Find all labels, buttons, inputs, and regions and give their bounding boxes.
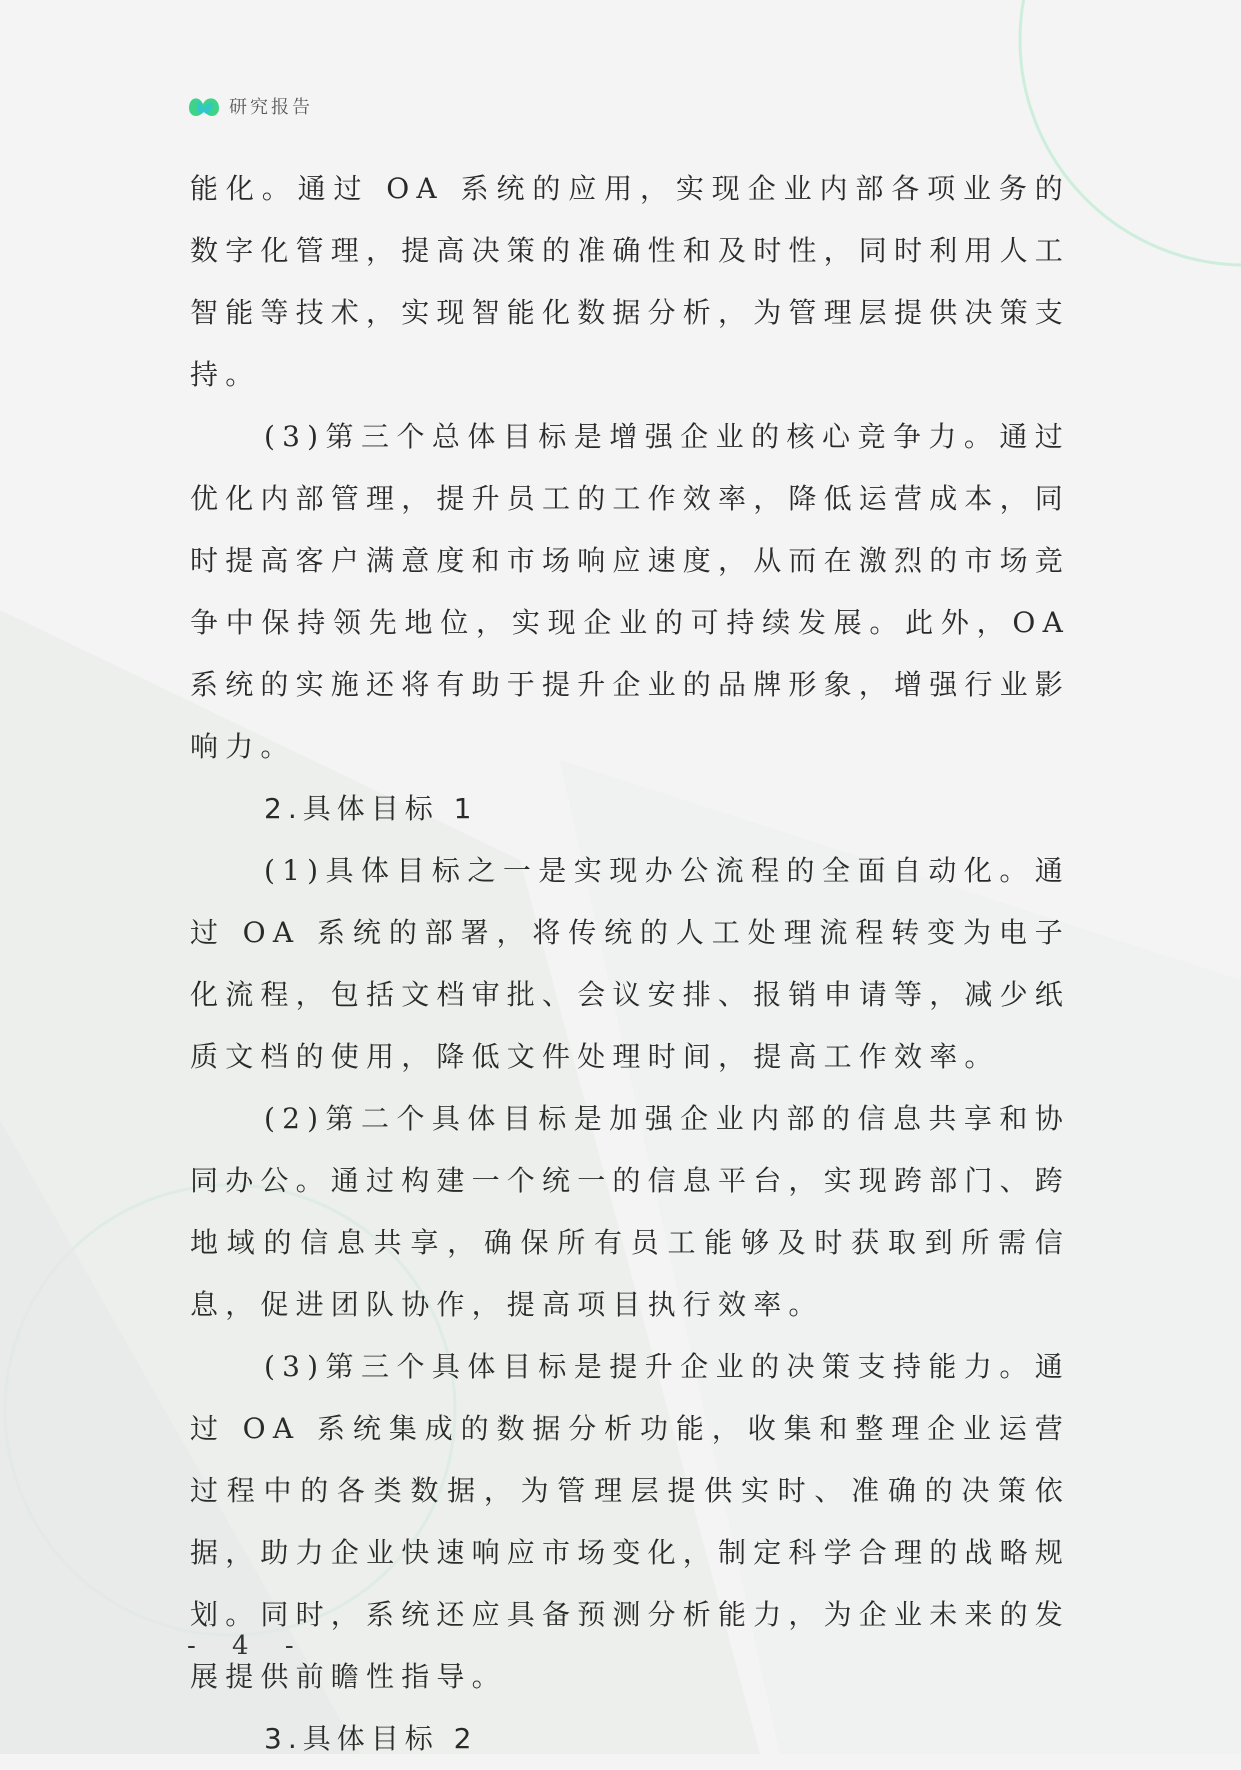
section-heading-specific-goal-1: 2.具体目标 1 (264, 792, 478, 825)
header-title: 研究报告 (229, 97, 313, 118)
page-number: - 4 - (187, 1631, 308, 1661)
section-heading-specific-goal-2: 3.具体目标 2 (264, 1722, 478, 1755)
report-logo-icon (187, 91, 221, 121)
paragraph-specific-goal-2: (2)第二个具体目标是加强企业内部的信息共享和协同办公。通过构建一个统一的信息平台，实现跨部门、跨地域的信息共享，确保所有员工能够及时获取到所需信息，促进团队协作，提高项目执行效率。 (190, 1102, 1071, 1321)
page-header (187, 88, 313, 124)
document-body (190, 158, 1070, 1770)
paragraph-overall-goal-3: (3)第三个总体目标是增强企业的核心竞争力。通过优化内部管理，提升员工的工作效率，降低运营成本，同时提高客户满意度和市场响应速度，从而在激烈的市场竞争中保持领先地位，实现企业的可持续发展。此外，OA 系统的实施还将有助于提升企业的品牌形象，增强行业影响力。 (190, 420, 1071, 763)
paragraph-specific-goal-3: (3)第三个具体目标是提升企业的决策支持能力。通过 OA 系统集成的数据分析功能，收集和整理企业运营过程中的各类数据，为管理层提供实时、准确的决策依据，助力企业快速响应市场变化，制定科学合理的战略规划。同时，系统还应具备预测分析能力，为企业未来的发展提供前瞻性指导。 (190, 1350, 1071, 1693)
paragraph-specific-goal-1: (1)具体目标之一是实现办公流程的全面自动化。通过 OA 系统的部署，将传统的人工处理流程转变为电子化流程，包括文档审批、会议安排、报销申请等，减少纸质文档的使用，降低文件处理时间，提高工作效率。 (190, 854, 1071, 1073)
paragraph-continuation: 能化。通过 OA 系统的应用，实现企业内部各项业务的数字化管理，提高决策的准确性和及时性，同时利用人工智能等技术，实现智能化数据分析，为管理层提供决策支持。 (190, 172, 1071, 391)
